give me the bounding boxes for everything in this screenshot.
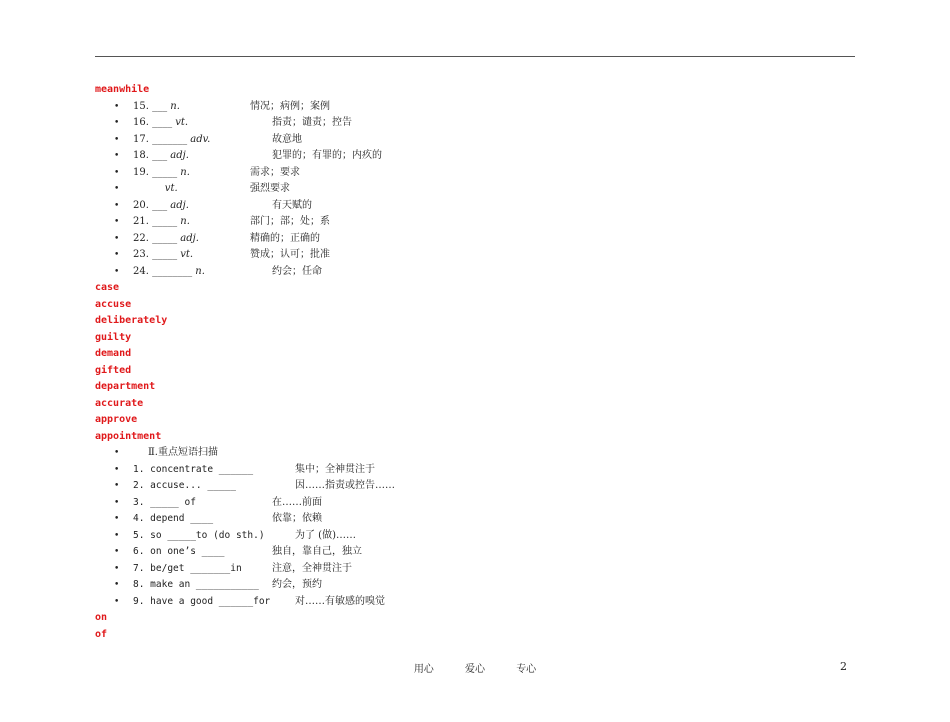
vocab-answer: appointment bbox=[95, 430, 162, 442]
vocab-blank: 23. _____ bbox=[133, 249, 181, 260]
bullet: • bbox=[114, 530, 120, 541]
phrase-meaning: 为了 (做)…… bbox=[295, 529, 356, 541]
phrase-meaning: 集中；全神贯注于 bbox=[295, 463, 375, 475]
part-of-speech: n. bbox=[180, 216, 190, 227]
vocab-list bbox=[95, 99, 855, 281]
worksheet-content bbox=[95, 82, 855, 643]
phrase-prompt: 3. _____ of bbox=[133, 496, 196, 508]
phrase-item bbox=[95, 462, 855, 479]
bullet: • bbox=[114, 547, 120, 557]
vocab-meaning: 精确的；正确的 bbox=[250, 232, 320, 244]
part-of-speech: n. bbox=[170, 100, 180, 112]
part-of-speech: n. bbox=[180, 166, 190, 178]
vocab-meaning: 需求；要求 bbox=[250, 166, 300, 178]
phrase-meaning: 依靠；依赖 bbox=[272, 513, 322, 524]
footer-text-b: 爱心 bbox=[465, 664, 485, 675]
vocab-blank: 20. ___ bbox=[133, 199, 171, 211]
phrase-meaning: 约会，预约 bbox=[272, 579, 322, 590]
part-of-speech: adv. bbox=[190, 133, 211, 145]
vocab-meaning: 犯罪的；有罪的；内疚的 bbox=[272, 150, 382, 161]
vocab-answer: demand bbox=[95, 348, 132, 359]
bullet: • bbox=[114, 167, 120, 178]
part-of-speech: adj. bbox=[170, 150, 189, 161]
phrase-prompt: 4. depend ____ bbox=[133, 513, 214, 524]
vocab-prompt bbox=[133, 214, 190, 231]
vocab-item bbox=[95, 148, 855, 165]
bullet: • bbox=[114, 481, 120, 491]
bullet: • bbox=[114, 580, 120, 590]
part-of-speech: adj. bbox=[170, 199, 189, 211]
vocab-item bbox=[95, 264, 855, 281]
vocab-blank: 21. _____ bbox=[133, 216, 181, 227]
vocab-prompt bbox=[133, 247, 193, 264]
phrase-meaning: 在……前面 bbox=[272, 496, 322, 508]
vocab-item bbox=[95, 165, 855, 182]
phrase-answer-list bbox=[95, 610, 855, 643]
phrase-item bbox=[95, 511, 855, 528]
footer-text-c: 专心 bbox=[516, 664, 537, 675]
vocab-blank bbox=[133, 183, 165, 194]
phrase-meaning: 对……有敏感的嗅觉 bbox=[295, 595, 385, 607]
vocab-prompt bbox=[133, 115, 188, 132]
vocab-answer: department bbox=[95, 381, 156, 392]
phrase-item bbox=[95, 528, 855, 545]
phrase-item bbox=[95, 577, 855, 594]
bullet: • bbox=[114, 134, 120, 145]
phrase-item bbox=[95, 561, 855, 578]
vocab-answer: guilty bbox=[95, 331, 132, 343]
vocab-meaning: 部门；部；处；系 bbox=[250, 216, 330, 227]
vocab-blank: 18. ___ bbox=[133, 150, 171, 161]
bullet: • bbox=[114, 101, 120, 112]
vocab-blank: 17. _______ bbox=[133, 133, 191, 145]
vocab-item bbox=[95, 214, 855, 231]
header-rule bbox=[95, 56, 855, 57]
bullet: • bbox=[114, 266, 120, 277]
phrase-prompt: 1. concentrate ______ bbox=[133, 463, 254, 475]
phrase-meaning: 独自，靠自己，独立 bbox=[272, 546, 362, 557]
vocab-prompt bbox=[133, 148, 189, 165]
vocab-answer-list bbox=[95, 280, 855, 445]
page-number: 2 bbox=[840, 660, 847, 673]
phrase-prompt: 2. accuse... _____ bbox=[133, 480, 236, 491]
vocab-prompt bbox=[133, 181, 178, 198]
phrase-item bbox=[95, 478, 855, 495]
vocab-item bbox=[95, 132, 855, 149]
phrase-answer: on bbox=[95, 612, 108, 623]
vocab-prompt bbox=[133, 231, 199, 248]
vocab-meaning: 情况；病例；案例 bbox=[250, 100, 330, 112]
phrase-meaning: 因……指责或控告…… bbox=[295, 480, 395, 491]
bullet: • bbox=[114, 514, 120, 524]
vocab-blank: 24. ________ bbox=[133, 265, 196, 277]
vocab-item bbox=[95, 99, 855, 116]
vocab-answer: case bbox=[95, 282, 120, 293]
bullet: • bbox=[114, 464, 120, 475]
bullet: • bbox=[114, 217, 120, 227]
part-of-speech: vt. bbox=[164, 183, 178, 194]
vocab-prompt bbox=[133, 132, 210, 149]
bullet: • bbox=[114, 118, 120, 128]
phrase-prompt: 8. make an ___________ bbox=[133, 579, 259, 590]
phrase-answer: of bbox=[95, 628, 108, 640]
vocab-item bbox=[95, 247, 855, 264]
vocab-prompt bbox=[133, 165, 190, 182]
part-of-speech: vt. bbox=[180, 249, 194, 260]
bullet: • bbox=[114, 200, 120, 211]
vocab-blank: 15. ___ bbox=[133, 100, 171, 112]
vocab-item bbox=[95, 198, 855, 215]
vocab-blank: 19. _____ bbox=[133, 166, 181, 178]
vocab-meaning: 强烈要求 bbox=[250, 183, 290, 194]
vocab-answer: gifted bbox=[95, 364, 132, 376]
vocab-item bbox=[95, 115, 855, 132]
vocab-prompt bbox=[133, 198, 189, 215]
bullet: • bbox=[114, 497, 120, 508]
phrase-item bbox=[95, 544, 855, 561]
phrase-item bbox=[95, 495, 855, 512]
phrase-item bbox=[95, 594, 855, 611]
vocab-prompt bbox=[133, 264, 205, 281]
answer-meanwhile: meanwhile bbox=[95, 84, 150, 95]
phrase-prompt: 7. be/get _______in bbox=[133, 562, 242, 574]
bullet: • bbox=[114, 596, 120, 607]
vocab-meaning: 约会；任命 bbox=[272, 265, 322, 277]
vocab-blank: 16. ____ bbox=[133, 117, 176, 128]
vocab-meaning: 指责；谴责；控告 bbox=[272, 117, 352, 128]
part-of-speech: vt. bbox=[175, 117, 189, 128]
vocab-prompt bbox=[133, 99, 180, 116]
bullet: • bbox=[114, 151, 120, 161]
vocab-answer: accurate bbox=[95, 397, 144, 409]
bullet: • bbox=[114, 184, 120, 194]
footer-text-a: 用心 bbox=[413, 664, 434, 675]
phrase-meaning: 注意，全神贯注于 bbox=[272, 562, 352, 574]
vocab-answer: approve bbox=[95, 414, 138, 425]
vocab-answer: deliberately bbox=[95, 315, 168, 326]
vocab-item bbox=[95, 181, 855, 198]
part-of-speech: adj. bbox=[180, 232, 199, 244]
vocab-meaning: 故意地 bbox=[272, 133, 302, 145]
phrase-heading-row bbox=[95, 445, 855, 462]
vocab-blank: 22. _____ bbox=[133, 232, 181, 244]
part-of-speech: n. bbox=[195, 265, 205, 277]
bullet: • bbox=[114, 563, 120, 574]
bullet: • bbox=[114, 250, 120, 260]
bullet: • bbox=[114, 448, 120, 458]
phrase-prompt: 5. so _____to (do sth.) bbox=[133, 529, 265, 541]
vocab-answer: accuse bbox=[95, 298, 132, 310]
vocab-meaning: 赞成；认可；批准 bbox=[250, 249, 330, 260]
phrase-prompt: 6. on one’s ____ bbox=[133, 546, 225, 557]
phrase-list bbox=[95, 462, 855, 611]
footer bbox=[0, 660, 950, 675]
phrase-prompt: 9. have a good ______for bbox=[133, 595, 271, 607]
bullet: • bbox=[114, 233, 120, 244]
phrase-heading: Ⅱ.重点短语扫描 bbox=[148, 447, 218, 458]
vocab-item bbox=[95, 231, 855, 248]
vocab-meaning: 有天赋的 bbox=[272, 199, 312, 211]
